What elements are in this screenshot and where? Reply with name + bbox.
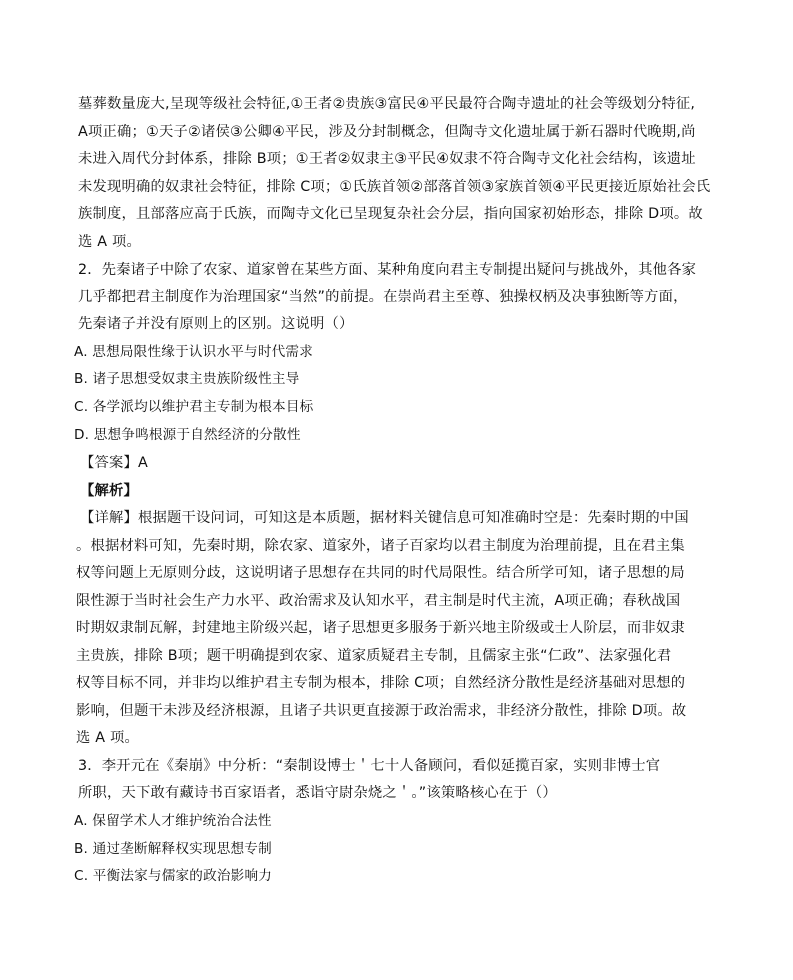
q2-option-b: B. 诸子思想受奴隶主贵族阶级性主导: [74, 371, 300, 387]
intro-line-6: 选 A 项。: [78, 234, 141, 250]
intro-line-5: 族制度，且部落应高于氏族，而陶寺文化已呈现复杂社会分层，指向国家初始形态，排除 D项。故: [78, 206, 703, 222]
q2-stem-line-1: 2．先秦诸子中除了农家、道家曾在某些方面、某种角度向君主专制提出疑问与挑战外，其他各家: [78, 262, 697, 278]
q3-option-a: A. 保留学术人才维护统治合法性: [74, 813, 272, 829]
intro-line-4: 未发现明确的奴隶社会特征，排除 C项；①氏族首领②部落首领③家族首领④平民更接近原始社会氏: [78, 179, 711, 195]
q3-option-c: C. 平衡法家与儒家的政治影响力: [74, 868, 273, 884]
q2-detail-line-9: 选 A 项。: [76, 730, 139, 746]
q2-detail-line-7: 权等目标不同，并非均以维护君主专制为根本，排除 C项；自然经济分散性是经济基础对思想的: [76, 675, 686, 691]
q2-detail-line-6: 主贵族，排除 B项；题干明确提到农家、道家质疑君主专制，且儒家主张“仁政”、法家强化君: [76, 648, 672, 664]
q2-detail-line-4: 限性源于当时社会生产力水平、政治需求及认知水平，君主制是时代主流，A项正确；春秋战国: [76, 593, 681, 609]
q3-stem-line-1: 3．李开元在《秦崩》中分析：“秦制设博士＇七十人备顾问，看似延揽百家，实则非博士官: [78, 758, 661, 774]
q3-option-b: B. 通过垄断解释权实现思想专制: [74, 841, 272, 857]
intro-line-3: 未进入周代分封体系，排除 B项；①王者②奴隶主③平民④奴隶不符合陶寺文化社会结构，该遗址: [78, 151, 696, 167]
q2-answer: 【答案】A: [80, 455, 148, 471]
q2-option-c: C. 各学派均以维护君主专制为根本目标: [74, 399, 314, 415]
intro-line-1: 墓葬数量庞大,呈现等级社会特征,①王者②贵族③富民④平民最符合陶寺遗址的社会等级划分特征,: [78, 96, 696, 112]
q2-detail-line-5: 时期奴隶制瓦解，封建地主阶级兴起，诸子思想更多服务于新兴地主阶级或士人阶层，而非奴隶: [76, 620, 685, 636]
q2-detail-line-3: 权等问题上无原则分歧，这说明诸子思想存在共同的时代局限性。结合所学可知，诸子思想的局: [76, 565, 685, 581]
q2-stem-line-3: 先秦诸子并没有原则上的区别。这说明（）: [78, 316, 354, 332]
q2-analysis-title: 【解析】: [80, 483, 138, 499]
q2-stem-line-2: 几乎都把君主制度作为治理国家“当然”的前提。在崇尚君主至尊、独操权柄及决事独断等方面，: [78, 289, 688, 305]
q2-detail-line-2: 。根据材料可知，先秦时期，除农家、道家外，诸子百家均以君主制度为治理前提，且在君主集: [76, 538, 685, 554]
q2-option-a: A. 思想局限性缘于认识水平与时代需求: [74, 344, 314, 360]
q3-stem-line-2: 所职，天下敢有藏诗书百家语者，悉诣守尉杂烧之＇。”该策略核心在于（）: [78, 785, 557, 801]
intro-line-2: A项正确；①天子②诸侯③公卿④平民，涉及分封制概念，但陶寺文化遗址属于新石器时代晚期,尚: [78, 124, 696, 140]
q2-option-d: D. 思想争鸣根源于自然经济的分散性: [74, 427, 301, 443]
q2-detail-line-8: 影响，但题干未涉及经济根源，且诸子共识更直接源于政治需求，非经济分散性，排除 D项。故: [76, 703, 687, 719]
q2-detail-line-1: 【详解】根据题干设问词，可知这是本质题，据材料关键信息可知准确时空是：先秦时期的中国: [80, 510, 689, 526]
